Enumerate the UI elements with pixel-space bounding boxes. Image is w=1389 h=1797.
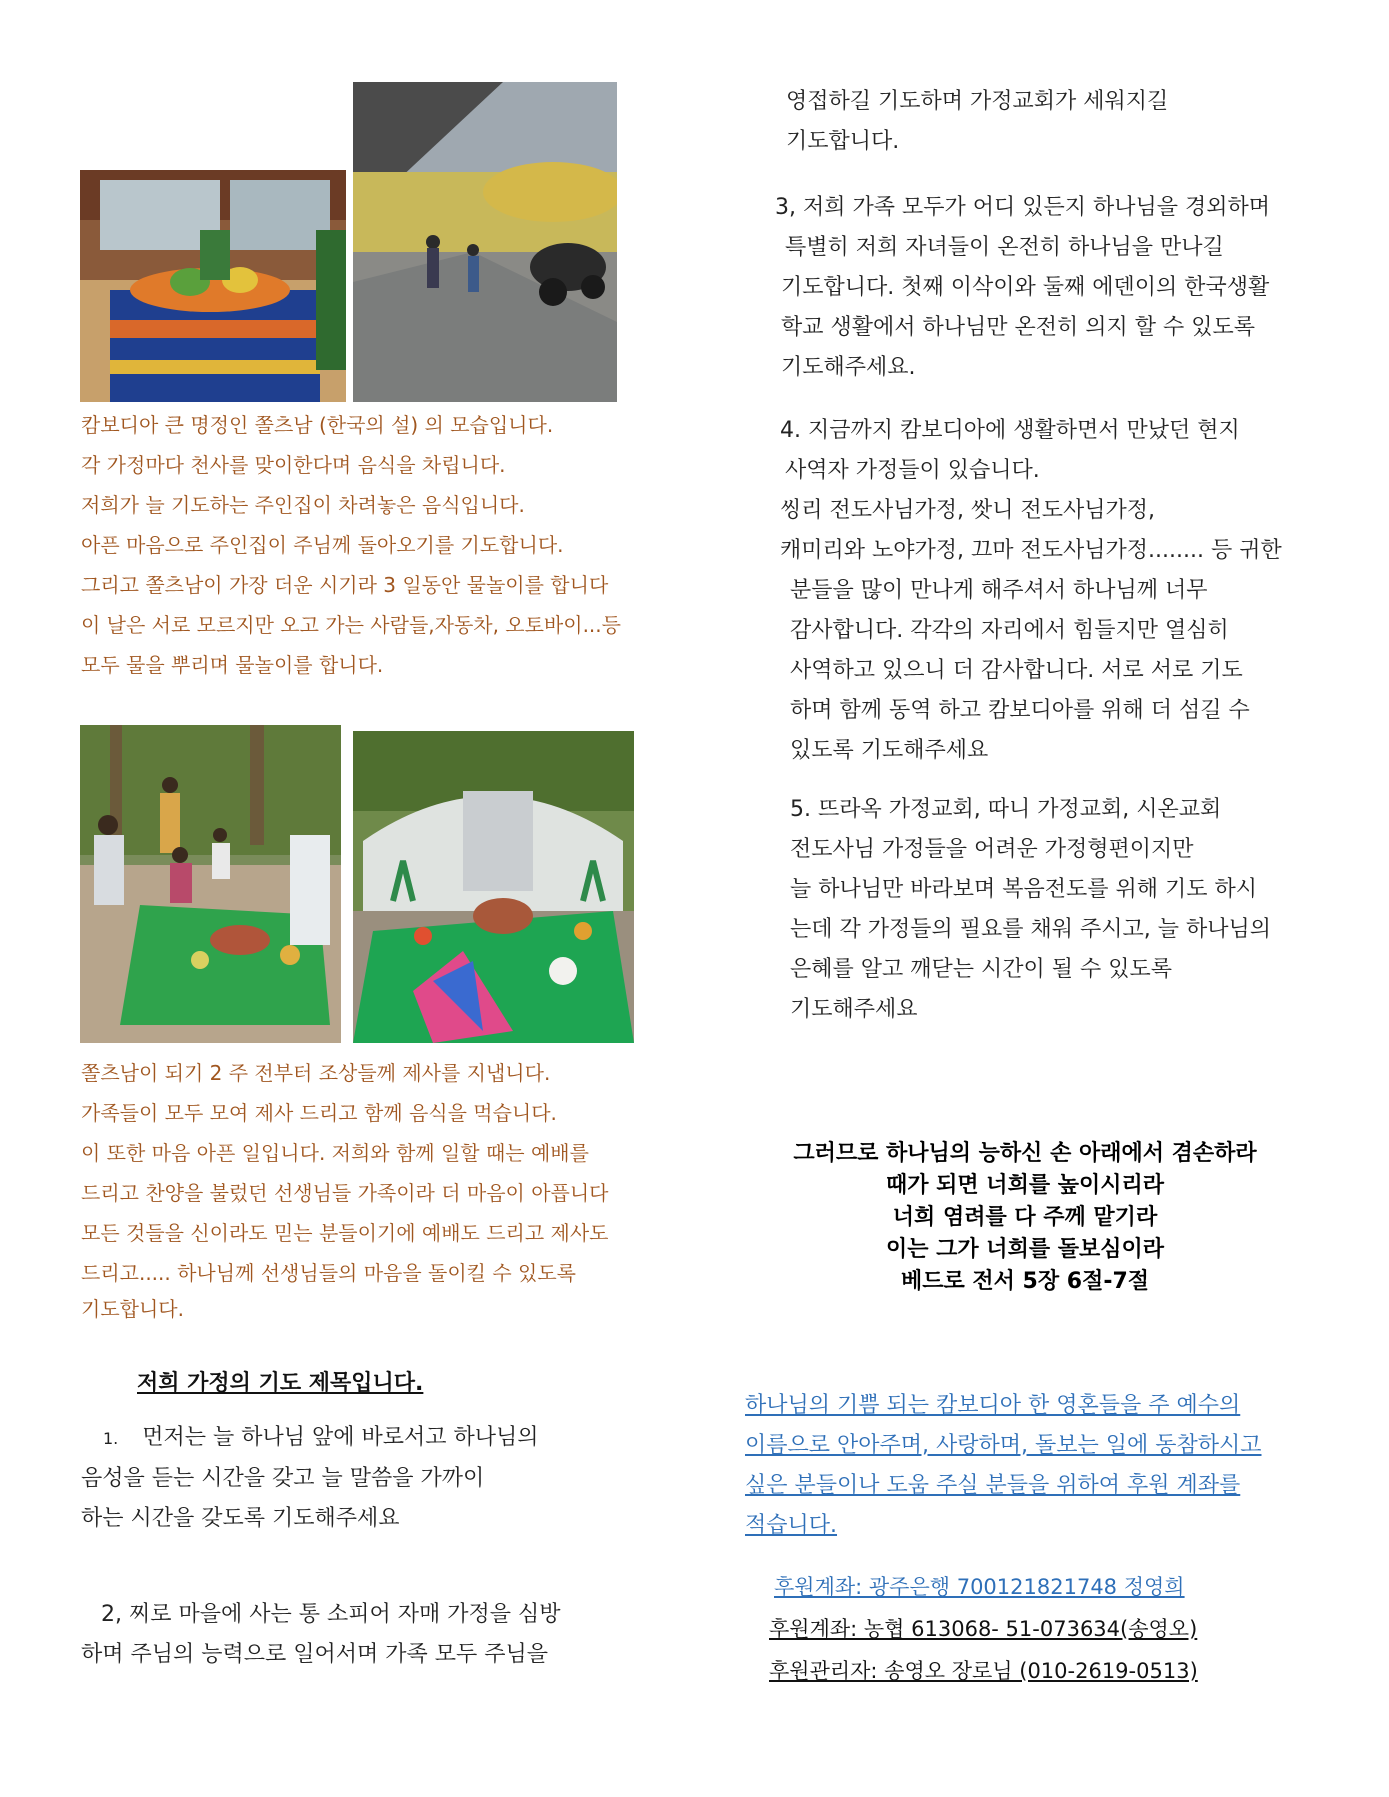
prayer-item-line: 씽리 전도사님가정, 쌋니 전도사님가정, — [780, 498, 1155, 523]
caption-line: 모두 물을 뿌리며 물놀이를 합니다. — [81, 653, 384, 677]
prayer-item-line: 전도사님 가정들을 어려운 가정형편이지만 — [790, 837, 1194, 862]
support-account-nonghyup: 후원계좌: 농협 613068- 51-073634(송영오) — [769, 1617, 1198, 1641]
prayer-item-line: 2, 찌로 마을에 사는 통 소피어 자매 가정을 심방 — [101, 1602, 561, 1627]
caption-line: 가족들이 모두 모여 제사 드리고 함께 음식을 먹습니다. — [81, 1101, 557, 1125]
caption-line: 저희가 늘 기도하는 주인집이 차려놓은 음식입니다. — [81, 493, 525, 517]
prayer-item-line: 는데 각 가정들의 필요를 채워 주시고, 늘 하나님의 — [790, 917, 1271, 942]
caption-line: 아픈 마음으로 주인집이 주님께 돌아오기를 기도합니다. — [81, 533, 564, 557]
caption-line: 이 또한 마음 아픈 일입니다. 저희와 함께 일할 때는 예배를 — [81, 1141, 589, 1165]
prayer-item-line: 먼저는 늘 하나님 앞에 바로서고 하나님의 — [142, 1425, 539, 1450]
support-manager: 후원관리자: 송영오 장로님 (010-2619-0513) — [769, 1659, 1198, 1683]
caption-line: 기도합니다. — [81, 1297, 184, 1321]
prayer-item-4 — [780, 411, 1282, 771]
caption-line: 그리고 쫄츠남이 가장 더운 시기라 3 일동안 물놀이를 합니다 — [81, 573, 609, 597]
support-intro[interactable] — [745, 1386, 1262, 1546]
family-ancestor-ritual-photo — [80, 725, 341, 1043]
prayer-item-2 — [81, 1595, 560, 1675]
prayer-item-line: 기도해주세요. — [781, 355, 916, 380]
caption-line: 이 날은 서로 모르지만 오고 가는 사람들,자동차, 오토바이...등 — [81, 613, 621, 637]
prayer-item-line: 감사합니다. 각각의 자리에서 힘들지만 열심히 — [790, 618, 1229, 643]
prayer-item-line: 3, 저희 가족 모두가 어디 있든지 하나님을 경외하며 — [775, 195, 1270, 220]
prayer-item-2-continued — [786, 82, 1168, 162]
prayer-item-line: 사역자 가정들이 있습니다. — [785, 458, 1040, 483]
prayer-item-line: 하며 주님의 능력으로 일어서며 가족 모두 주님을 — [81, 1642, 549, 1667]
caption-line: 캄보디아 큰 명정인 쫄츠남 (한국의 설) 의 모습입니다. — [81, 413, 554, 437]
support-intro-line[interactable]: 하나님의 기쁨 되는 캄보디아 한 영혼들을 주 예수의 — [745, 1393, 1241, 1418]
prayer-item-line: 기도합니다. 첫째 이삭이와 둘째 에덴이의 한국생활 — [781, 275, 1270, 300]
prayer-item-5 — [790, 790, 1271, 1030]
caption-line: 드리고..... 하나님께 선생님들의 마음을 돌이킬 수 있도록 — [81, 1261, 576, 1285]
verse-reference: 베드로 전서 5장 6절-7절 — [900, 1269, 1150, 1294]
prayer-list-title: 저희 가정의 기도 제목입니다. — [137, 1371, 424, 1396]
bible-verse — [760, 1138, 1290, 1298]
verse-line: 그러므로 하나님의 능하신 손 아래에서 겸손하라 — [793, 1141, 1257, 1166]
caption-line: 쫄츠남이 되기 2 주 전부터 조상들께 제사를 지냅니다. — [81, 1061, 551, 1085]
prayer-item-line: 5. 뜨라옥 가정교회, 따니 가정교회, 시온교회 — [790, 797, 1222, 822]
prayer-item-line: 하며 함께 동역 하고 캄보디아를 위해 더 섬길 수 — [790, 698, 1250, 723]
prayer-item-number: 1. — [103, 1429, 119, 1448]
prayer-item-line: 캐미리와 노야가정, 끄마 전도사님가정........ 등 귀한 — [780, 538, 1282, 563]
prayer-item-line: 기도해주세요 — [790, 997, 918, 1022]
new-year-caption — [81, 405, 621, 685]
water-festival-photo — [353, 82, 617, 402]
prayer-item-line: 학교 생활에서 하나님만 온전히 의지 할 수 있도록 — [781, 315, 1255, 340]
prayer-item-line: 분들을 많이 만나게 해주셔서 하나님께 너무 — [790, 578, 1208, 603]
support-account-gwangju[interactable]: 후원계좌: 광주은행 700121821748 정영희 — [774, 1575, 1185, 1599]
caption-line: 모든 것들을 신이라도 믿는 분들이기에 예배도 드리고 제사도 — [81, 1221, 609, 1245]
ancestor-ritual-caption — [81, 1053, 609, 1325]
prayer-item-line: 기도합니다. — [786, 129, 900, 154]
caption-line: 드리고 찬양을 불렀던 선생님들 가족이라 더 마음이 아픕니다 — [81, 1181, 609, 1205]
prayer-item-line: 영접하길 기도하며 가정교회가 세워지길 — [786, 89, 1169, 114]
support-intro-line[interactable]: 적습니다. — [745, 1513, 838, 1538]
prayer-item-line: 늘 하나님만 바라보며 복음전도를 위해 기도 하시 — [790, 877, 1258, 902]
tomb-offering-photo — [353, 731, 634, 1043]
prayer-item-line: 4. 지금까지 캄보디아에 생활하면서 만났던 현지 — [780, 418, 1240, 443]
prayer-item-line: 사역하고 있으니 더 감사합니다. 서로 서로 기도 — [790, 658, 1243, 683]
verse-line: 때가 되면 너희를 높이시리라 — [885, 1173, 1164, 1198]
prayer-item-3 — [775, 188, 1270, 388]
support-intro-line[interactable]: 이름으로 안아주며, 사랑하며, 돌보는 일에 동참하시고 — [745, 1433, 1262, 1458]
prayer-item-line: 있도록 기도해주세요 — [790, 738, 989, 763]
prayer-item-line: 하는 시간을 갖도록 기도해주세요 — [81, 1506, 400, 1531]
support-intro-line[interactable]: 싶은 분들이나 도움 주실 분들을 위하여 후원 계좌를 — [745, 1473, 1241, 1498]
verse-line: 너희 염려를 다 주께 맡기라 — [892, 1205, 1158, 1230]
altar-offering-photo — [80, 170, 346, 402]
caption-line: 각 가정마다 천사를 맞이한다며 음식을 차립니다. — [81, 453, 506, 477]
prayer-item-line: 음성을 듣는 시간을 갖고 늘 말씀을 가까이 — [81, 1466, 485, 1491]
prayer-item-1 — [81, 1418, 539, 1539]
prayer-item-line: 특별히 저희 자녀들이 온전히 하나님을 만나길 — [785, 235, 1224, 260]
prayer-item-line: 은혜를 알고 깨닫는 시간이 될 수 있도록 — [790, 957, 1172, 982]
verse-line: 이는 그가 너희를 돌보심이라 — [885, 1237, 1164, 1262]
